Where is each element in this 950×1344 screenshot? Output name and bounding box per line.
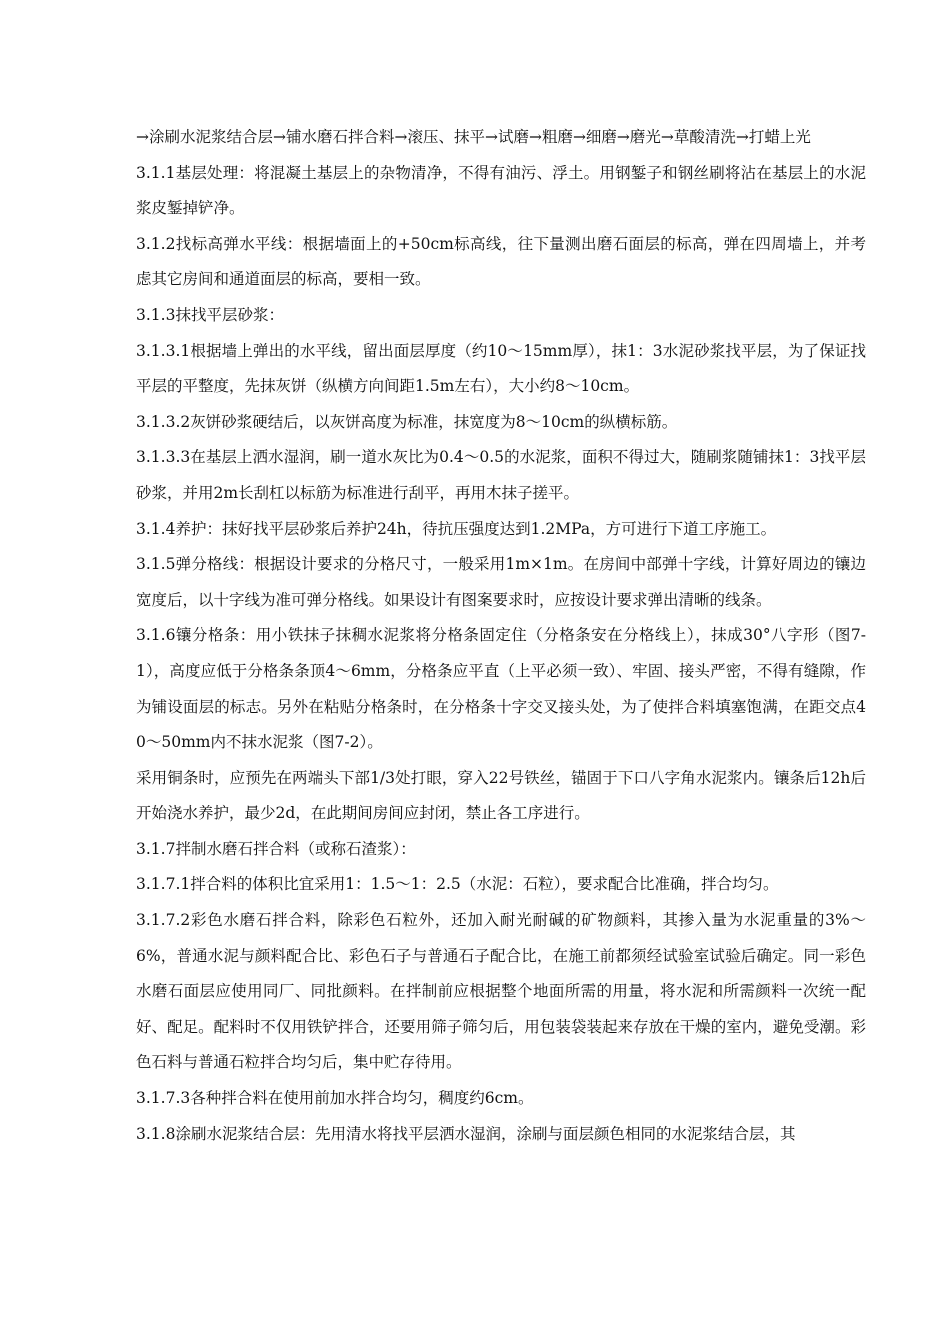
paragraph-3-1-7-3: 3.1.7.3各种拌合料在使用前加水拌合均匀，稠度约6cm。 bbox=[136, 1089, 534, 1108]
paragraph-3-1-6: 3.1.6镶分格条：用小铁抹子抹稠水泥浆将分格条固定住（分格条安在分格线上），抹成30°八字形（图7-1），高度应低于分格条条顶4～6mm，分格条应平直（上平必须一致）、牢固、接头严密，不得有缝隙，作为铺设面层的标志。另外在粘贴分格条时，在分格条十字交叉接头处，为了使拌合料填塞饱满，在距交点40～50mm内不抹水泥浆（图7-2）。 bbox=[136, 626, 866, 752]
paragraph-3-1-2: 3.1.2找标高弹水平线：根据墙面上的+50cm标高线，往下量测出磨石面层的标高，弹在四周墙上，并考虑其它房间和通道面层的标高，要相一致。 bbox=[136, 234, 866, 289]
paragraph-3-1-3-1: 3.1.3.1根据墙上弹出的水平线，留出面层厚度（约10～15mm厚），抹1：3水泥砂浆找平层，为了保证找平层的平整度，先抹灰饼（纵横方向间距1.5m左右），大小约8～10cm。 bbox=[136, 341, 866, 396]
paragraph-process-flow: →涂刷水泥浆结合层→铺水磨石拌合料→滚压、抹平→试磨→粗磨→细磨→磨光→草酸清洗→打蜡上光 bbox=[136, 128, 811, 146]
document-body bbox=[136, 120, 866, 1152]
paragraph-3-1-7-1: 3.1.7.1拌合料的体积比宜采用1：1.5～1：2.5（水泥：石粒），要求配合比准确，拌合均匀。 bbox=[136, 875, 779, 894]
paragraph-copper-strip: 采用铜条时，应预先在两端头下部1/3处打眼，穿入22号铁丝，锚固于下口八字角水泥浆内。镶条后12h后开始浇水养护，最少2d，在此期间房间应封闭，禁止各工序进行。 bbox=[136, 768, 866, 823]
paragraph-3-1-3: 3.1.3抹找平层砂浆： bbox=[136, 305, 284, 324]
paragraph-3-1-4: 3.1.4养护：抹好找平层砂浆后养护24h，待抗压强度达到1.2MPa，方可进行下道工序施工。 bbox=[136, 519, 777, 538]
paragraph-3-1-3-2: 3.1.3.2灰饼砂浆硬结后，以灰饼高度为标准，抹宽度为8～10cm的纵横标筋。 bbox=[136, 412, 678, 431]
paragraph-3-1-5: 3.1.5弹分格线：根据设计要求的分格尺寸，一般采用1m×1m。在房间中部弹十字线，计算好周边的镶边宽度后，以十字线为准可弹分格线。如果设计有图案要求时，应按设计要求弹出清晰的线条。 bbox=[136, 555, 866, 609]
paragraph-3-1-3-3: 3.1.3.3在基层上洒水湿润，刷一道水灰比为0.4～0.5的水泥浆，面积不得过大，随刷浆随铺抹1：3找平层砂浆，并用2m长刮杠以标筋为标准进行刮平，再用木抹子搓平。 bbox=[136, 448, 866, 502]
paragraph-3-1-7-2: 3.1.7.2彩色水磨石拌合料，除彩色石粒外，还加入耐光耐碱的矿物颜料，其掺入量为水泥重量的3%～6%，普通水泥与颜料配合比、彩色石子与普通石子配合比，在施工前都须经试验室试验后确定。同一彩色水磨石面层应使用同厂、同批颜料。在拌制前应根据整个地面所需的用量，将水泥和所需颜料一次统一配好、配足。配料时不仅用铁铲拌合，还要用筛子筛匀后，用包装袋装起来存放在干燥的室内，避免受潮。彩色石料与普通石粒拌合均匀后，集中贮存待用。 bbox=[136, 911, 866, 1072]
paragraph-3-1-7: 3.1.7拌制水磨石拌合料（或称石渣浆）： bbox=[136, 839, 416, 858]
paragraph-3-1-1: 3.1.1基层处理：将混凝土基层上的杂物清净，不得有油污、浮土。用钢錾子和钢丝刷将沾在基层上的水泥浆皮錾掉铲净。 bbox=[136, 163, 866, 218]
paragraph-3-1-8: 3.1.8涂刷水泥浆结合层：先用清水将找平层洒水湿润，涂刷与面层颜色相同的水泥浆结合层，其 bbox=[136, 1124, 796, 1143]
